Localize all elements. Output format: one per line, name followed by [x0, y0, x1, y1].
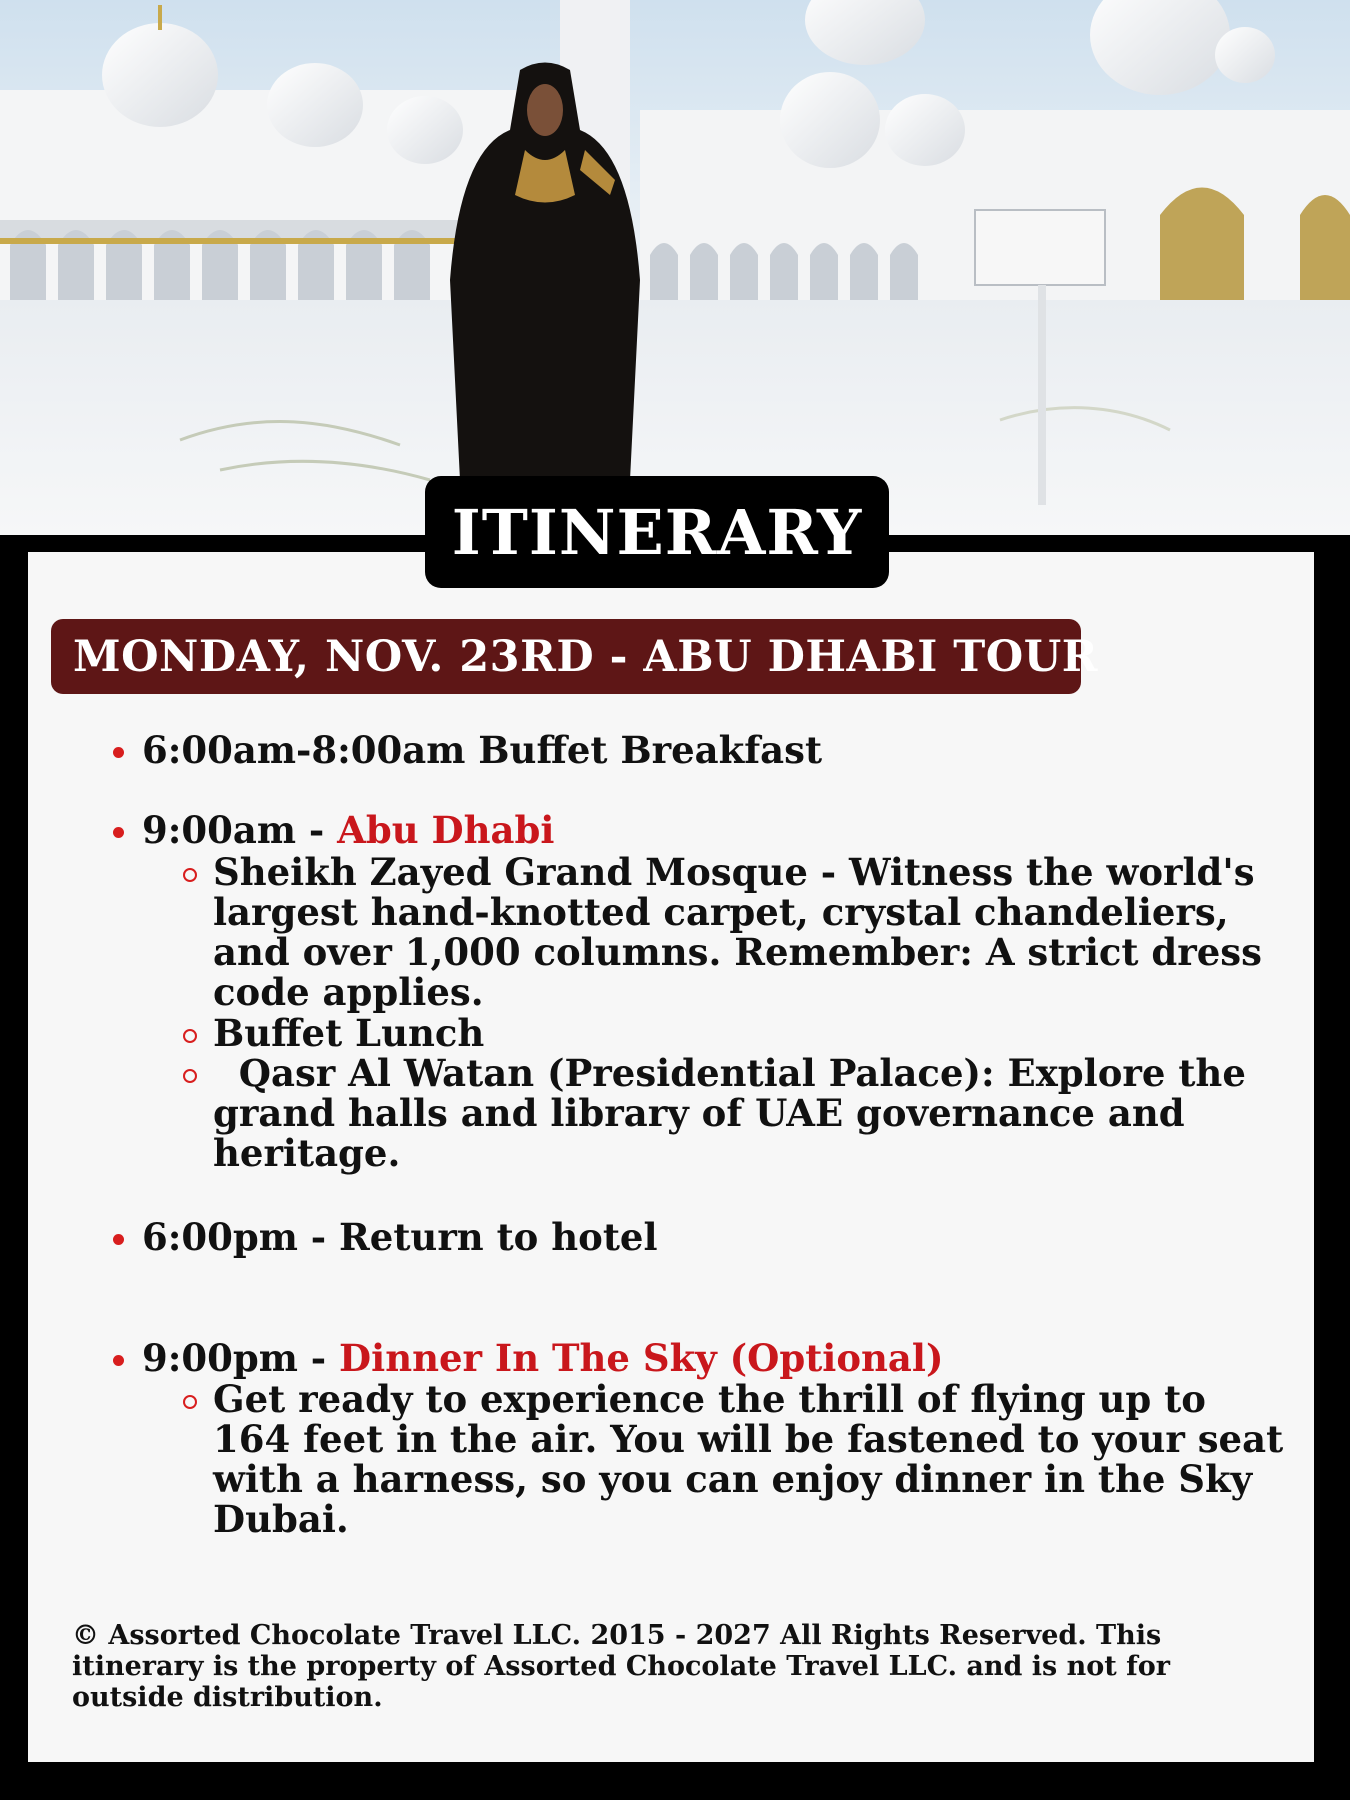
bullet-dot: [113, 827, 124, 838]
schedule-item-text: 6:00am-8:00am Buffet Breakfast: [142, 728, 823, 772]
day-banner-label: MONDAY, NOV. 23RD - ABU DHABI TOUR: [73, 631, 1098, 682]
schedule-item-highlight: Dinner In The Sky (Optional): [339, 1336, 944, 1380]
schedule-item-dinner-sky: [142, 1338, 943, 1378]
subitem-qasr-al-watan: Qasr Al Watan (Presidential Palace): Explore the grand halls and library of UAE governance and heritage.: [213, 1051, 1259, 1175]
sub-bullet-circle: [183, 1069, 197, 1083]
schedule-item-time: 9:00pm -: [142, 1336, 340, 1380]
sub-bullet-circle: [183, 1029, 197, 1043]
subitem-dinner-description: Get ready to experience the thrill of flying up to 164 feet in the air. You will be fastened to your seat with a harness, so you can enjoy dinner in the Sky Dubai.: [213, 1377, 1284, 1541]
schedule-item-return-hotel: [142, 1217, 658, 1257]
subitem-buffet-lunch: Buffet Lunch: [213, 1011, 485, 1055]
itinerary-title-badge: [425, 476, 889, 588]
bullet-dot: [113, 747, 124, 758]
sub-bullet-circle: [183, 1395, 197, 1409]
subitem-mosque: Sheikh Zayed Grand Mosque - Witness the world's largest hand-knotted carpet, crystal chandeliers, and over 1,000 columns. Remember: A strict dress code applies.: [213, 850, 1262, 1014]
schedule-item-abu-dhabi: [142, 810, 554, 850]
bullet-dot: [113, 1355, 124, 1366]
bullet-dot: [113, 1234, 124, 1245]
page-title: ITINERARY: [451, 495, 863, 569]
mosque-illustration: [0, 0, 1350, 535]
copyright-notice: © Assorted Chocolate Travel LLC. 2015 - 2027 All Rights Reserved. This itinerary is the property of Assorted Chocolate Travel LLC. and is not for outside distribution.: [72, 1620, 1171, 1713]
schedule-item-breakfast: [142, 730, 822, 770]
day-banner: [51, 619, 1098, 694]
schedule-item-time: 9:00am -: [142, 808, 338, 852]
hero-photo: [0, 0, 1350, 535]
sub-bullet-circle: [183, 868, 197, 882]
schedule-item-highlight: Abu Dhabi: [337, 808, 555, 852]
schedule-item-text: 6:00pm - Return to hotel: [142, 1215, 658, 1259]
